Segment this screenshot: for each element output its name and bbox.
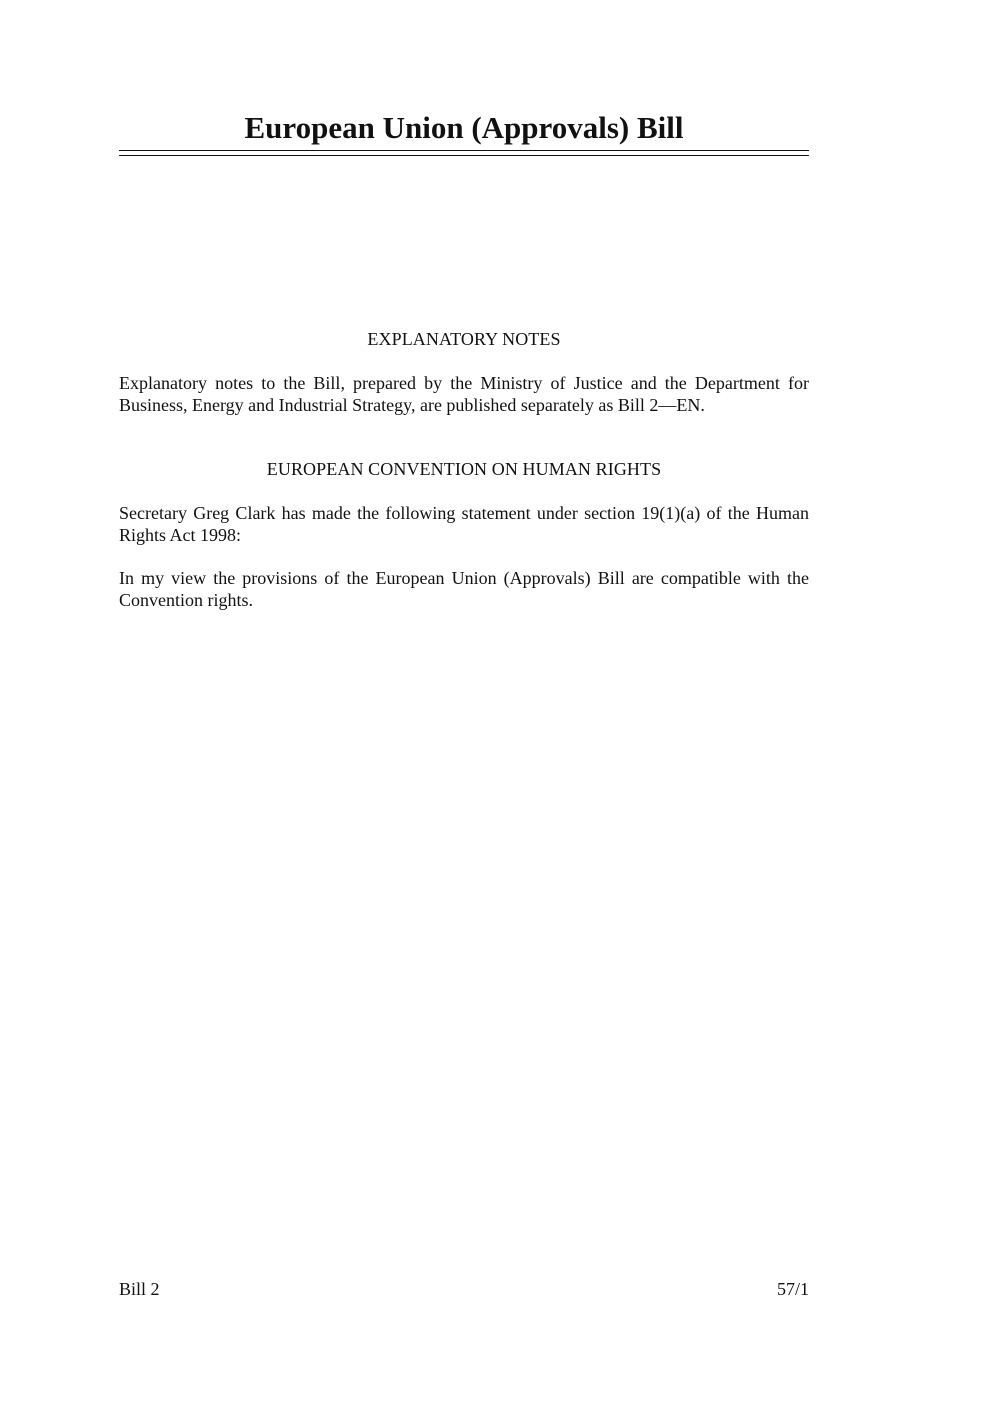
bill-title: European Union (Approvals) Bill bbox=[244, 110, 684, 145]
echr-heading: EUROPEAN CONVENTION ON HUMAN RIGHTS bbox=[266, 459, 662, 479]
echr-statement: In my view the provisions of the European Union (Approvals) Bill are compatible with the Convention rights. bbox=[119, 568, 809, 610]
footer-bill-number: Bill 2 bbox=[119, 1279, 160, 1299]
echr-statement-intro: Secretary Greg Clark has made the following statement under section 19(1)(a) of the Human Rights Act 1998: bbox=[119, 503, 809, 545]
footer-reference: 57/1 bbox=[776, 1279, 809, 1299]
explanatory-notes-heading: EXPLANATORY NOTES bbox=[367, 329, 561, 349]
title-double-rule bbox=[119, 150, 809, 156]
explanatory-notes-paragraph: Explanatory notes to the Bill, prepared by the Ministry of Justice and the Department for Business, Energy and Industrial Strategy, are published separately as Bill 2—EN. bbox=[119, 373, 809, 415]
